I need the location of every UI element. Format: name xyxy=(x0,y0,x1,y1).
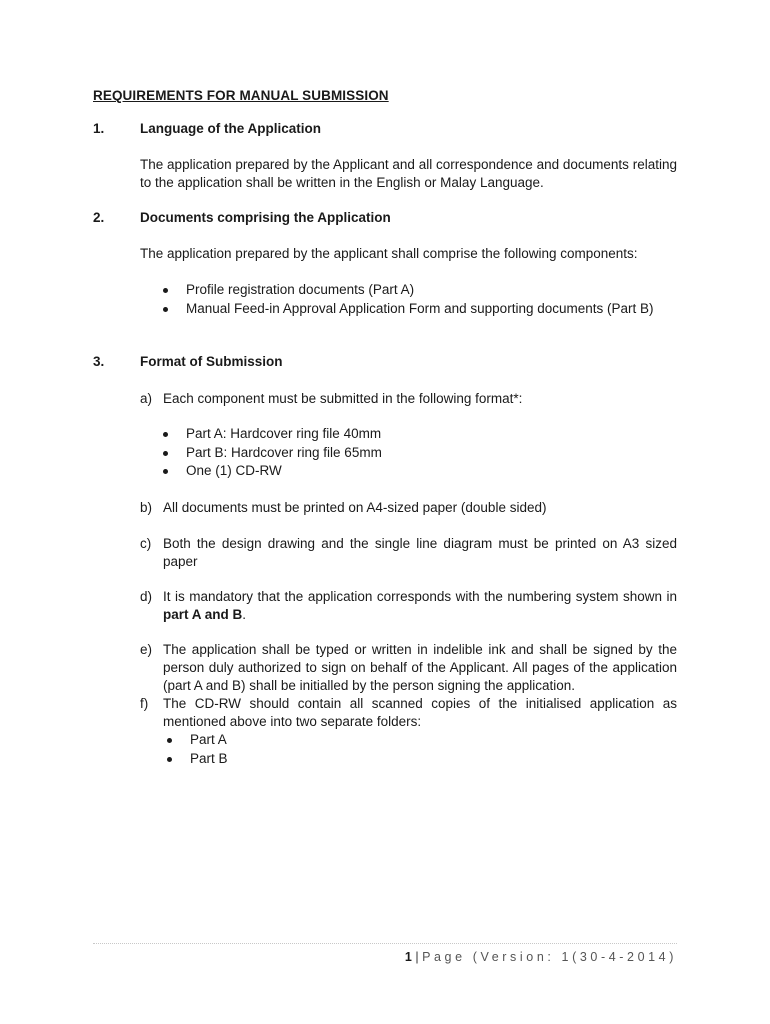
format-item-b xyxy=(140,499,677,517)
item-text: Both the design drawing and the single line diagram must be printed on A3 sized paper xyxy=(163,536,677,569)
section-2-paragraph: The application prepared by the applicant shall comprise the following components: xyxy=(140,246,638,261)
list-item: One (1) CD-RW xyxy=(162,462,677,481)
section-2-number: 2. xyxy=(93,210,105,225)
page-number: 1 xyxy=(404,950,412,964)
list-item: Manual Feed-in Approval Application Form and supporting documents (Part B) xyxy=(162,300,677,319)
item-text xyxy=(163,588,677,624)
list-item: Profile registration documents (Part A) xyxy=(162,281,677,300)
list-item: Part B xyxy=(166,750,566,769)
item-label: c) xyxy=(140,536,152,551)
format-list xyxy=(162,425,677,481)
section-3-heading: Format of Submission xyxy=(140,354,283,369)
item-text-after: . xyxy=(242,607,247,622)
footer-version-label: Page (Version: 1(30-4-2014) xyxy=(422,950,677,964)
format-item-e xyxy=(140,641,677,695)
item-text-before: It is mandatory that the application corresponds with the numbering system shown in xyxy=(163,589,677,604)
section-1-paragraph: The application prepared by the Applicant and all correspondence and documents relating to the application shall be written in the English or Malay Language. xyxy=(140,157,677,190)
item-label: b) xyxy=(140,500,153,515)
format-item-d xyxy=(140,588,677,624)
footer-divider xyxy=(93,943,677,944)
list-item: Part A: Hardcover ring file 40mm xyxy=(162,425,677,444)
format-item-a xyxy=(140,390,677,408)
components-list xyxy=(162,281,677,318)
format-item-f xyxy=(140,695,677,731)
section-1-number: 1. xyxy=(93,121,105,136)
item-label: f) xyxy=(140,696,149,711)
footer-separator: | xyxy=(415,950,419,964)
item-text-bold: part A and B xyxy=(163,607,243,622)
section-3-number: 3. xyxy=(93,354,105,369)
format-item-c xyxy=(140,535,677,571)
list-item: Part B: Hardcover ring file 65mm xyxy=(162,444,677,463)
section-1-heading: Language of the Application xyxy=(140,121,321,136)
item-text: The application shall be typed or written in indelible ink and shall be signed by the person duly authorized to sign on behalf of the Applicant. All pages of the application (part A and B) shall be initialled by the person signing the application. xyxy=(163,642,677,693)
section-2-heading: Documents comprising the Application xyxy=(140,210,391,225)
list-item: Part A xyxy=(166,731,566,750)
item-text: The CD-RW should contain all scanned copies of the initialised application as mentioned above into two separate folders: xyxy=(163,696,677,729)
item-label: d) xyxy=(140,589,153,604)
document-title: REQUIREMENTS FOR MANUAL SUBMISSION xyxy=(93,88,389,103)
item-text: Each component must be submitted in the following format*: xyxy=(163,391,523,406)
item-label: e) xyxy=(140,642,153,657)
folders-list xyxy=(166,731,566,768)
item-text: All documents must be printed on A4-sized paper (double sided) xyxy=(163,500,547,515)
page-footer xyxy=(405,950,677,964)
item-label: a) xyxy=(140,391,153,406)
